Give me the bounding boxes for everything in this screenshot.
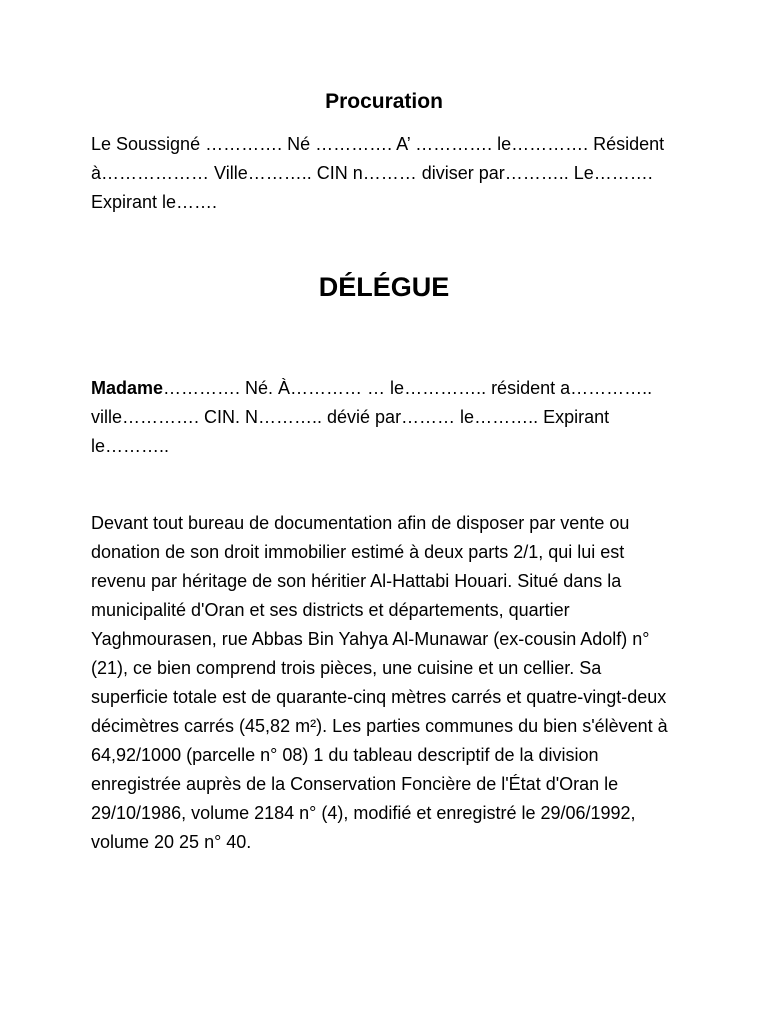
delegate-heading: DÉLÉGUE	[318, 272, 450, 302]
delegate-paragraph	[91, 374, 681, 461]
delegate-label: Madame	[91, 378, 164, 398]
mandate-paragraph: Devant tout bureau de documentation afin de disposer par vente ou donation de son droit immobilier estimé à deux parts 2/1, qui lui est revenu par héritage de son héritier Al-Hattabi Houari. Situé dans la municipalité d'Oran et ses districts et départements, quartier Yaghmourasen, rue Abbas Bin Yahya Al-Munawar (ex-cousin Adolf) n° (21), ce bien comprend trois pièces, une cuisine et un cellier. Sa superficie totale est de quarante-cinq mètres carrés et quatre-vingt-deux décimètres carrés (45,82 m²). Les parties communes du bien s'élèvent à 64,92/1000 (parcelle n° 08) 1 du tableau descriptif de la division enregistrée auprès de la Conservation Foncière de l'État d'Oran le 29/10/1986, volume 2184 n° (4), modifié et enregistré le 29/06/1992, volume 20 25 n° 40.	[91, 513, 668, 852]
document-title: Procuration	[325, 90, 443, 113]
delegate-details: …………. Né. À………… … le………….. résident a………….. ville…………. CIN. N……….. dévié par……… le……….. Expirant le………..	[91, 378, 653, 456]
principal-paragraph: Le Soussigné …………. Né …………. A’ …………. le…………. Résident à……………… Ville……….. CIN n……… diviser par……….. Le………. Expirant le…….	[91, 134, 665, 212]
